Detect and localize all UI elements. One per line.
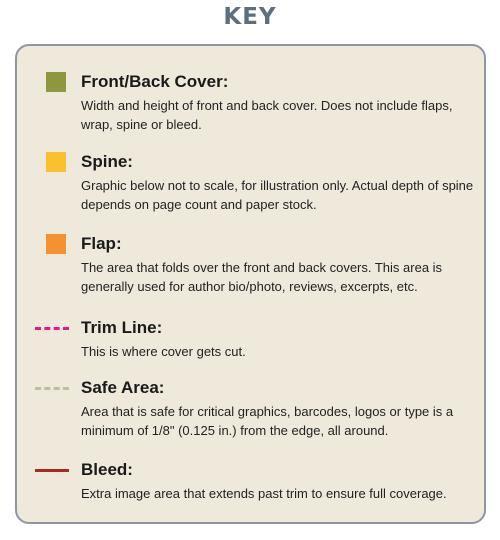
entry-description: The area that folds over the front and back covers. This area is generally used for author bio/photo, reviews, excerpts, etc. [81, 260, 443, 294]
key-title: KEY [223, 4, 277, 30]
entry-label: Bleed: [81, 460, 133, 479]
entry-description: Width and height of front and back cover. Does not include flaps, wrap, spine or bleed. [81, 98, 453, 132]
safe-area-line-marker [35, 387, 69, 390]
entry-description: This is where cover gets cut. [81, 344, 246, 359]
entry-description: Extra image area that extends past trim to ensure full coverage. [81, 486, 447, 501]
entry-description: Graphic below not to scale, for illustration only. Actual depth of spine depends on page count and paper stock. [81, 178, 474, 212]
entry-label: Trim Line: [81, 318, 163, 337]
entry-label: Safe Area: [81, 378, 165, 397]
front-back-cover-swatch [46, 72, 66, 92]
flap-swatch [46, 234, 66, 254]
entry-label: Front/Back Cover: [81, 72, 229, 91]
entry-label: Spine: [81, 152, 133, 171]
spine-swatch [46, 152, 66, 172]
trim-line-marker [35, 327, 69, 330]
entry-label: Flap: [81, 234, 122, 253]
bleed-line-marker [35, 469, 69, 472]
key-panel [15, 44, 486, 524]
entry-description: Area that is safe for critical graphics, barcodes, logos or type is a minimum of 1/8" (0.125 in.) from the edge, all around. [81, 404, 454, 438]
